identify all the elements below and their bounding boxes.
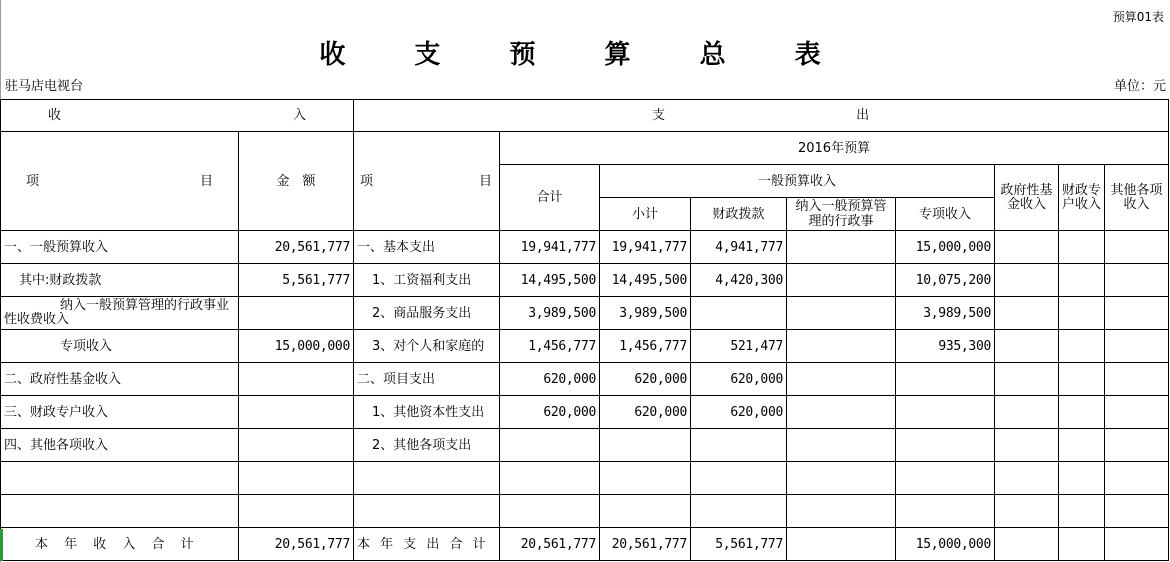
table-row [1,330,1169,363]
income-header-label-2: 入 [292,108,306,123]
form-code: 预算01表 [1112,10,1164,24]
special-cell[interactable] [896,495,995,528]
general-budget-header[interactable]: 一般预算收入 [600,165,995,198]
expense-header[interactable] [354,100,1169,132]
income-total-label[interactable]: 本 年 收 入 合 计 [1,528,239,561]
total-cell[interactable] [500,495,600,528]
special-cell[interactable] [896,396,995,429]
unit-name: 驻马店电视台 [5,79,84,94]
budget-table [0,99,1169,561]
totals-row [1,528,1169,561]
total-cell[interactable] [500,462,600,495]
table-row [1,429,1169,462]
special-cell[interactable]: 10,075,200 [896,264,995,297]
fiscal-cell[interactable]: 620,000 [691,396,787,429]
fiscal-cell[interactable]: 4,941,777 [691,231,787,264]
gov-fund-cell[interactable] [995,231,1059,264]
subtotal-cell[interactable]: 14,495,500 [600,264,691,297]
total-cell[interactable]: 620,000 [500,396,600,429]
fiscal-cell[interactable]: 620,000 [691,363,787,396]
table-row [1,264,1169,297]
income-item-header-b: 目 [199,173,213,189]
fiscal-allocation-header[interactable]: 财政拨款 [691,198,787,231]
expense-item[interactable]: 一、基本支出 [354,231,500,264]
included-cell[interactable] [787,297,896,330]
income-amount[interactable] [239,363,354,396]
income-item[interactable]: 纳入一般预算管理的行政事业性收费收入 [1,297,239,330]
income-item[interactable] [1,462,239,495]
selected-cell-marker [0,529,3,561]
income-item[interactable]: 专项收入 [1,330,239,363]
income-item[interactable]: 一、一般预算收入 [1,231,239,264]
subtotal-cell[interactable]: 620,000 [600,396,691,429]
total-cell[interactable]: 3,989,500 [500,297,600,330]
fiscal-account-cell[interactable] [1059,363,1105,396]
expense-item[interactable] [354,495,500,528]
included-fee-header[interactable]: 纳入一般预算管理的行政事 [787,198,896,231]
expense-total-label[interactable]: 本 年 支 出 合 计 [354,528,500,561]
fiscal-account-cell[interactable] [1059,396,1105,429]
fiscal-cell[interactable] [691,495,787,528]
fiscal-account-cell[interactable] [1059,264,1105,297]
table-row [1,231,1169,264]
other-income-cell[interactable] [1105,495,1169,528]
gov-fund-cell[interactable] [995,396,1059,429]
included-cell[interactable] [787,264,896,297]
expense-header-label: 支 [652,108,666,123]
other-income-cell[interactable] [1105,264,1169,297]
income-amount[interactable]: 20,561,777 [239,231,354,264]
other-income-cell[interactable] [1105,396,1169,429]
table-row [1,396,1169,429]
subtotal-header[interactable]: 小计 [600,198,691,231]
subtotal-cell[interactable]: 3,989,500 [600,297,691,330]
income-amount[interactable]: 5,561,777 [239,264,354,297]
income-header-label: 收 [48,108,62,123]
subtotal-cell[interactable]: 620,000 [600,363,691,396]
currency-unit: 单位：元 [1113,79,1166,94]
total-cell[interactable]: 20,561,777 [500,528,600,561]
gov-fund-cell[interactable] [995,429,1059,462]
other-income-header[interactable]: 其他各项收入 [1105,165,1169,231]
table-row [1,297,1169,330]
subtotal-cell[interactable]: 20,561,777 [600,528,691,561]
gov-fund-cell[interactable] [995,363,1059,396]
gov-fund-cell[interactable] [995,528,1059,561]
income-amount[interactable] [239,297,354,330]
fiscal-account-cell[interactable] [1059,297,1105,330]
expense-item[interactable]: 1、其他资本性支出 [354,396,500,429]
fiscal-cell[interactable]: 4,420,300 [691,264,787,297]
special-income-header[interactable]: 专项收入 [896,198,995,231]
other-income-cell[interactable] [1105,330,1169,363]
fiscal-account-cell[interactable] [1059,429,1105,462]
subtotal-cell[interactable]: 1,456,777 [600,330,691,363]
header-row-2 [1,132,1169,165]
income-amount[interactable] [239,396,354,429]
expense-header-label-2: 出 [856,108,870,123]
gov-fund-cell[interactable] [995,297,1059,330]
included-cell[interactable] [787,462,896,495]
gov-fund-header[interactable]: 政府性基金收入 [995,165,1059,231]
fiscal-cell[interactable] [691,462,787,495]
included-cell[interactable] [787,231,896,264]
included-cell[interactable] [787,429,896,462]
fiscal-account-cell[interactable] [1059,231,1105,264]
expense-item[interactable]: 1、工资福利支出 [354,264,500,297]
special-cell[interactable] [896,462,995,495]
year-budget-header[interactable]: 2016年预算 [500,132,1169,165]
expense-item-header[interactable] [354,132,500,231]
other-income-cell[interactable] [1105,363,1169,396]
income-item[interactable]: 三、财政专户收入 [1,396,239,429]
special-cell[interactable] [896,363,995,396]
included-cell[interactable] [787,330,896,363]
income-amount-header[interactable]: 金 额 [239,132,354,231]
fiscal-cell[interactable] [691,429,787,462]
other-income-cell[interactable] [1105,462,1169,495]
expense-item[interactable] [354,462,500,495]
gov-fund-cell[interactable] [995,330,1059,363]
total-cell[interactable]: 620,000 [500,363,600,396]
table-row [1,363,1169,396]
other-income-cell[interactable] [1105,528,1169,561]
subtotal-cell[interactable] [600,462,691,495]
included-cell[interactable] [787,396,896,429]
fiscal-account-cell[interactable] [1059,495,1105,528]
gov-fund-cell[interactable] [995,495,1059,528]
fiscal-cell[interactable]: 5,561,777 [691,528,787,561]
income-item-header-a: 项 [26,173,40,189]
income-amount[interactable] [239,495,354,528]
table-row [1,462,1169,495]
expense-item[interactable]: 二、项目支出 [354,363,500,396]
total-cell[interactable] [500,429,600,462]
expense-item[interactable]: 2、商品服务支出 [354,297,500,330]
gov-fund-cell[interactable] [995,462,1059,495]
income-item[interactable] [1,495,239,528]
total-header[interactable]: 合计 [500,165,600,231]
included-cell[interactable] [787,495,896,528]
special-cell[interactable]: 3,989,500 [896,297,995,330]
special-cell[interactable] [896,429,995,462]
income-header[interactable] [1,100,354,132]
income-item[interactable]: 其中:财政拨款 [1,264,239,297]
income-item[interactable]: 四、其他各项收入 [1,429,239,462]
fiscal-account-cell[interactable] [1059,528,1105,561]
expense-item[interactable]: 3、对个人和家庭的 [354,330,500,363]
income-item[interactable]: 二、政府性基金收入 [1,363,239,396]
other-income-cell[interactable] [1105,297,1169,330]
special-cell[interactable]: 15,000,000 [896,528,995,561]
other-income-cell[interactable] [1105,231,1169,264]
included-cell[interactable] [787,363,896,396]
total-cell[interactable]: 14,495,500 [500,264,600,297]
gov-fund-cell[interactable] [995,264,1059,297]
fiscal-cell[interactable]: 521,477 [691,330,787,363]
income-amount[interactable] [239,429,354,462]
subtotal-cell[interactable]: 19,941,777 [600,231,691,264]
special-cell[interactable]: 15,000,000 [896,231,995,264]
fiscal-account-header[interactable]: 财政专户收入 [1059,165,1105,231]
subtotal-cell[interactable] [600,495,691,528]
page-title: 收 支 预 算 总 表 [319,40,851,70]
fiscal-account-cell[interactable] [1059,330,1105,363]
total-cell[interactable]: 19,941,777 [500,231,600,264]
expense-item[interactable]: 2、其他各项支出 [354,429,500,462]
table-row [1,495,1169,528]
fiscal-account-cell[interactable] [1059,462,1105,495]
included-cell[interactable] [787,528,896,561]
subtotal-cell[interactable] [600,429,691,462]
income-item-header[interactable] [1,132,239,231]
total-cell[interactable]: 1,456,777 [500,330,600,363]
special-cell[interactable]: 935,300 [896,330,995,363]
income-amount[interactable] [239,462,354,495]
fiscal-cell[interactable] [691,297,787,330]
income-total-amount[interactable]: 20,561,777 [239,528,354,561]
other-income-cell[interactable] [1105,429,1169,462]
income-amount[interactable]: 15,000,000 [239,330,354,363]
expense-item-header-a: 项 [360,173,374,189]
header-row-1 [1,100,1169,132]
expense-item-header-b: 目 [478,173,492,189]
